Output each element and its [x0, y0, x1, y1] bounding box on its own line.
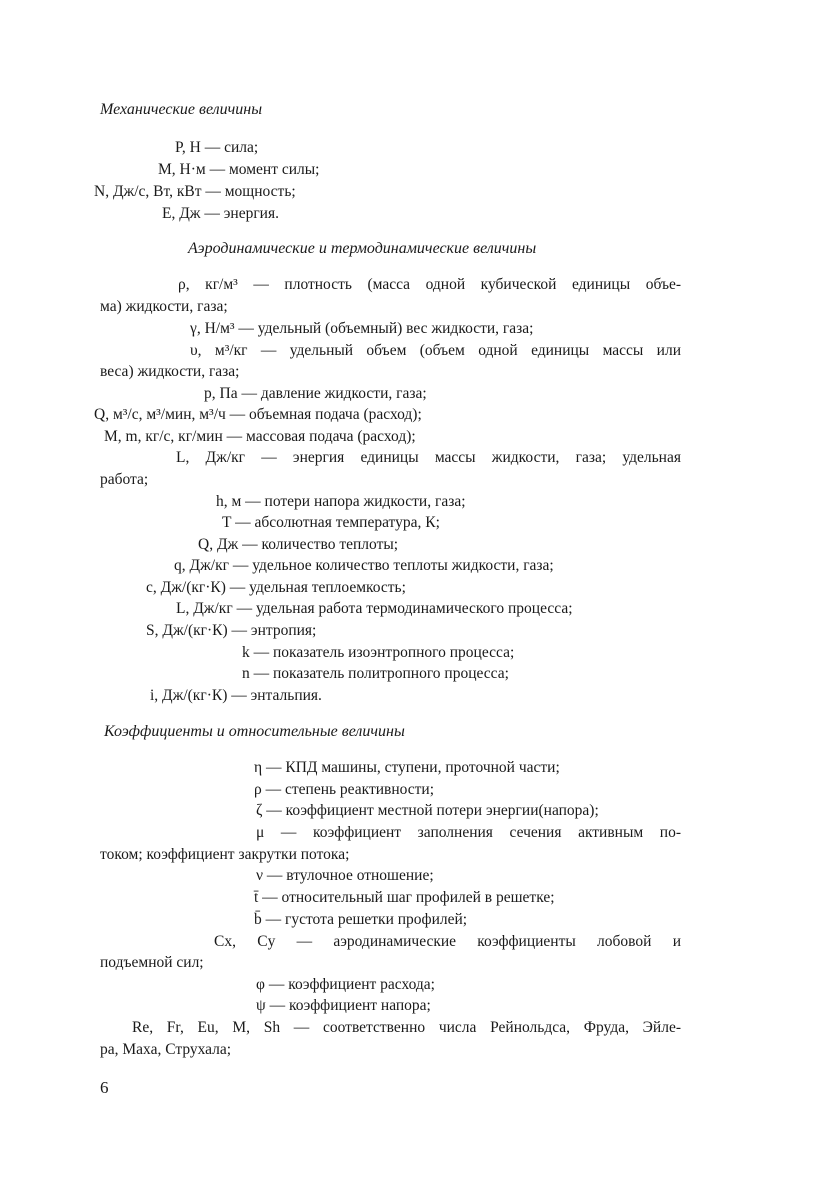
- section-heading-mechanical: Механические величины: [100, 101, 263, 118]
- definition-line: ν — втулочное отношение;: [256, 867, 434, 884]
- section-heading-aero: Аэродинамические и термодинамические величины: [188, 240, 537, 257]
- definition-line: υ, м³/кг — удельный объем (объем одной единицы массы или: [190, 342, 681, 359]
- definition-line: подъемной сил;: [100, 954, 204, 971]
- definition-line: φ — коэффициент расхода;: [256, 976, 435, 993]
- definition-line: ψ — коэффициент напора;: [256, 997, 431, 1014]
- definition-line: ρ — степень реактивности;: [254, 781, 435, 798]
- definition-line: N, Дж/с, Вт, кВт — мощность;: [94, 183, 296, 200]
- definition-line: η — КПД машины, ступени, проточной части;: [254, 759, 560, 776]
- definition-line: p, Па — давление жидкости, газа;: [204, 385, 427, 402]
- definition-line: T — абсолютная температура, К;: [222, 514, 440, 531]
- definition-line: P, H — сила;: [175, 139, 259, 156]
- definition-line: Re, Fr, Eu, M, Sh — соответственно числа Рейнольдса, Фруда, Эйле-: [132, 1019, 681, 1036]
- definition-line: ζ — коэффициент местной потери энергии(напора);: [256, 802, 599, 819]
- page-number: 6: [100, 1078, 109, 1097]
- definition-line: работа;: [100, 471, 149, 488]
- definition-line: ма) жидкости, газа;: [100, 298, 228, 315]
- definition-line: ра, Маха, Струхала;: [100, 1041, 232, 1058]
- definition-line: Q, Дж — количество теплоты;: [198, 536, 399, 553]
- definition-line: ρ, кг/м³ — плотность (масса одной кубической единицы объе-: [178, 276, 681, 293]
- section-heading-coefficients: Коэффициенты и относительные величины: [104, 723, 405, 740]
- definition-line: q, Дж/кг — удельное количество теплоты жидкости, газа;: [174, 557, 554, 574]
- definition-line: h, м — потери напора жидкости, газа;: [216, 493, 466, 510]
- definition-line: γ, Н/м³ — удельный (объемный) вес жидкости, газа;: [190, 320, 534, 337]
- definition-line: M, Н·м — момент силы;: [158, 161, 320, 178]
- definition-line: b̄ — густота решетки профилей;: [254, 911, 468, 928]
- definition-line: S, Дж/(кг·К) — энтропия;: [146, 622, 317, 639]
- definition-line: n — показатель политропного процесса;: [242, 665, 509, 682]
- definition-line: i, Дж/(кг·К) — энтальпия.: [150, 687, 322, 704]
- definition-line: током; коэффициент закрутки потока;: [100, 846, 350, 863]
- definition-line: t̄ — относительный шаг профилей в решетке;: [254, 889, 555, 906]
- definition-line: L, Дж/кг — удельная работа термодинамического процесса;: [176, 600, 573, 617]
- definition-line: веса) жидкости, газа;: [100, 363, 240, 380]
- definition-line: k — показатель изоэнтропного процесса;: [242, 644, 515, 661]
- definition-line: Q, м³/с, м³/мин, м³/ч — объемная подача (расход);: [94, 406, 422, 423]
- definition-line: c, Дж/(кг·К) — удельная теплоемкость;: [146, 579, 406, 596]
- definition-line: μ — коэффициент заполнения сечения активным по-: [256, 824, 681, 841]
- definition-line: Cx, Cy — аэродинамические коэффициенты лобовой и: [214, 933, 681, 950]
- definition-line: L, Дж/кг — энергия единицы массы жидкости, газа; удельная: [176, 449, 681, 466]
- definition-line: E, Дж — энергия.: [162, 205, 279, 222]
- definition-line: M, m, кг/с, кг/мин — массовая подача (расход);: [104, 428, 416, 445]
